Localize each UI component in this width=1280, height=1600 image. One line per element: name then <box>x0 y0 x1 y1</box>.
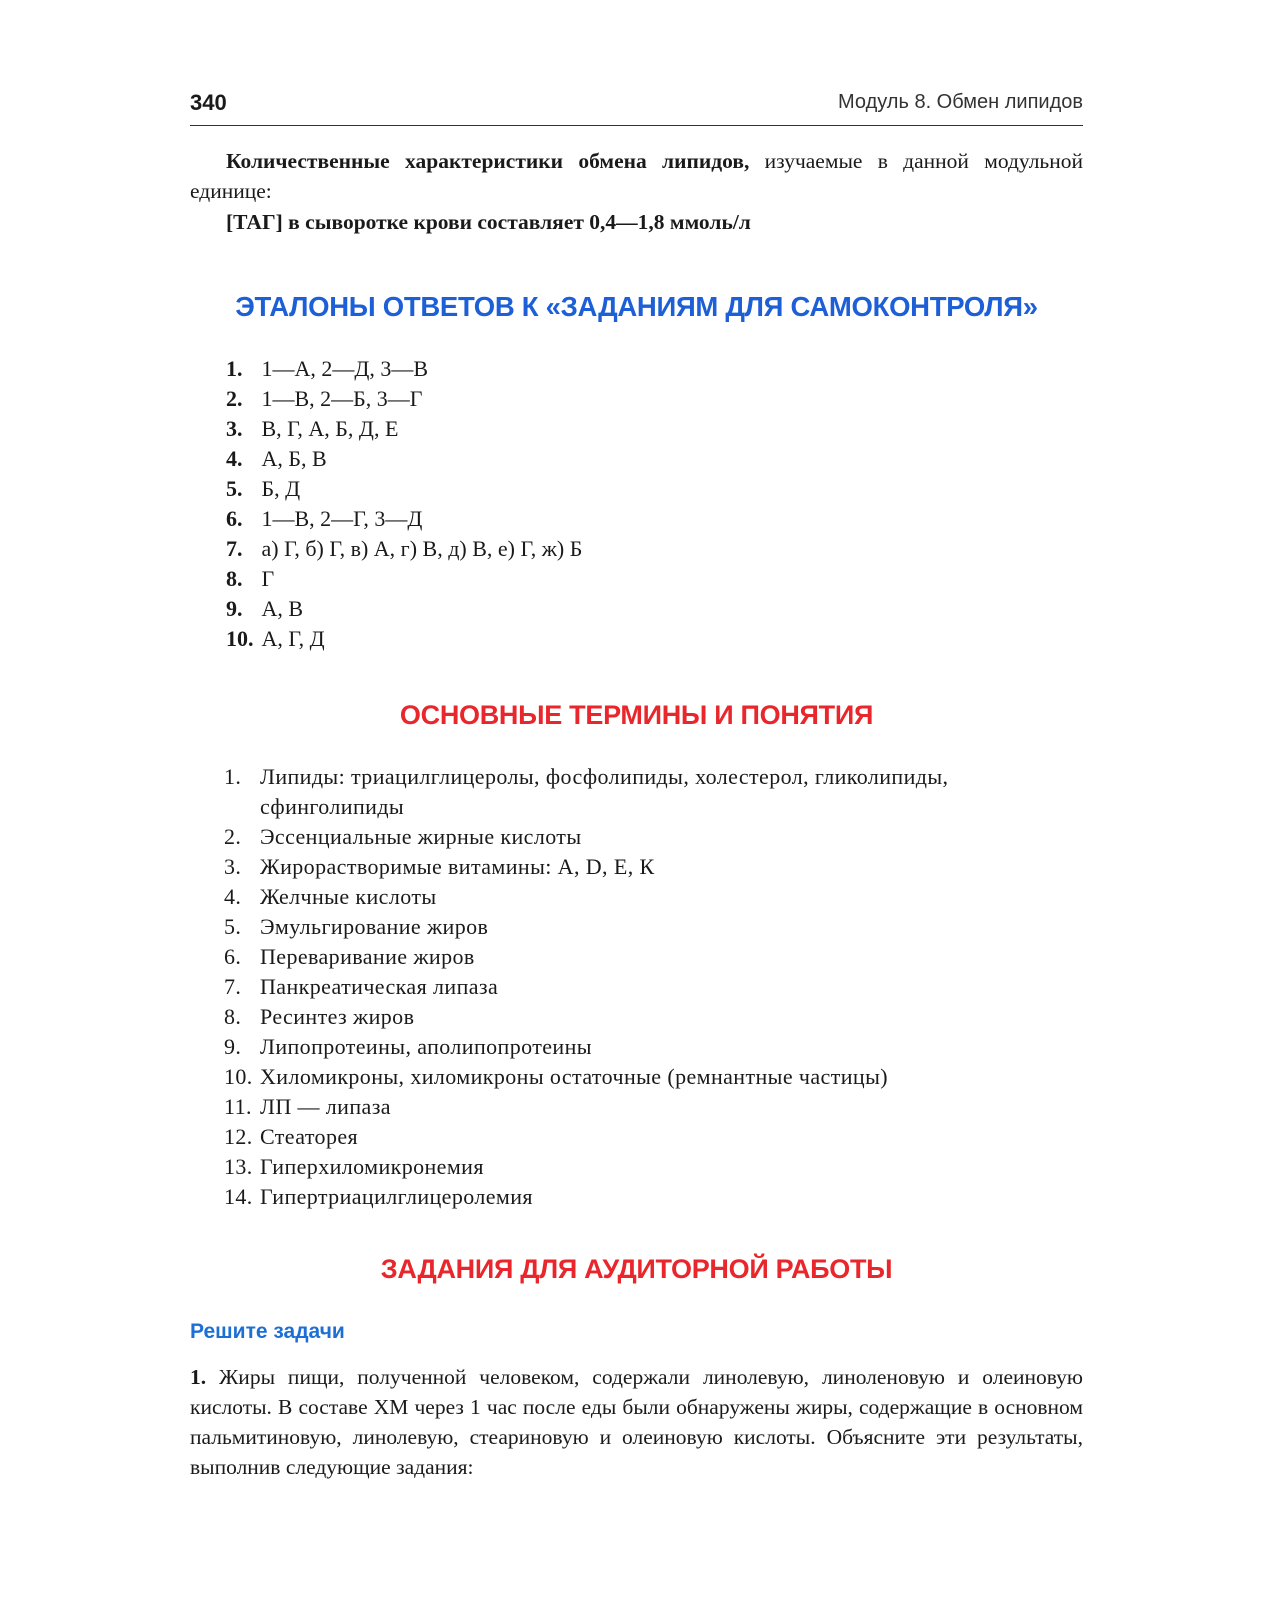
answer-item-text: 1—В, 2—Б, 3—Г <box>261 386 423 411</box>
term-item <box>224 822 1084 852</box>
auditory-heading: ЗАДАНИЯ ДЛЯ АУДИТОРНОЙ РАБОТЫ <box>380 1254 893 1284</box>
term-item-text: Липиды: триацилглицеролы, фосфолипиды, холестерол, гликолипиды, сфинголипиды <box>260 764 949 819</box>
answer-item-text: А, Г, Д <box>261 626 325 651</box>
solve-tasks-subheading: Решите задачи <box>190 1320 345 1343</box>
answer-item-number: 6. <box>226 506 243 531</box>
term-item <box>224 882 1084 912</box>
term-item-text: Хиломикроны, хиломикроны остаточные (ремнантные частицы) <box>260 1064 888 1089</box>
answer-item <box>226 624 582 654</box>
answer-item <box>226 474 582 504</box>
answer-item <box>226 354 582 384</box>
term-item-number: 14. <box>224 1184 253 1209</box>
term-item-text: Гиперхиломикронемия <box>260 1154 484 1179</box>
term-item-number: 10. <box>224 1064 253 1089</box>
answer-item-text: А, В <box>261 596 304 621</box>
term-item <box>224 1002 1084 1032</box>
term-item-number: 13. <box>224 1154 253 1179</box>
terms-list <box>224 762 1084 1212</box>
intro-bold-lead: Количественные характеристики обмена липидов, <box>226 149 750 173</box>
term-item-text: Липопротеины, аполипопротеины <box>260 1034 592 1059</box>
answers-list <box>226 354 582 654</box>
term-item-number: 1. <box>224 764 242 789</box>
term-item <box>224 972 1084 1002</box>
term-item-number: 5. <box>224 914 242 939</box>
answer-item-number: 8. <box>226 566 243 591</box>
answer-item-number: 3. <box>226 416 243 441</box>
header-rule <box>190 125 1083 126</box>
term-item <box>224 762 1084 822</box>
term-item-number: 7. <box>224 974 242 999</box>
term-item <box>224 1032 1084 1062</box>
answer-item-text: В, Г, А, Б, Д, Е <box>261 416 399 441</box>
answer-item-number: 10. <box>226 626 254 651</box>
answer-item-text: А, Б, В <box>261 446 327 471</box>
running-head: Модуль 8. Обмен липидов <box>838 91 1083 113</box>
intro-paragraph <box>190 146 1083 237</box>
answer-item-text: 1—В, 2—Г, 3—Д <box>261 506 423 531</box>
term-item-text: Эссенциальные жирные кислоты <box>260 824 582 849</box>
term-item-text: Гипертриацилглицеролемия <box>260 1184 533 1209</box>
page-number: 340 <box>190 90 227 115</box>
term-item-text: ЛП — липаза <box>260 1094 391 1119</box>
answer-item <box>226 444 582 474</box>
term-item-text: Переваривание жиров <box>260 944 475 969</box>
answer-item <box>226 414 582 444</box>
answer-item-number: 1. <box>226 356 243 381</box>
tag-norm-statement: [ТАГ] в сыворотке крови составляет 0,4—1,8 ммоль/л <box>226 210 751 234</box>
task-number: 1. <box>190 1365 207 1389</box>
term-item <box>224 1152 1084 1182</box>
answers-heading: ЭТАЛОНЫ ОТВЕТОВ К «ЗАДАНИЯМ ДЛЯ САМОКОНТРОЛЯ» <box>235 291 1038 322</box>
term-item-number: 3. <box>224 854 242 879</box>
term-item-text: Желчные кислоты <box>260 884 437 909</box>
answer-item <box>226 534 582 564</box>
answer-item-text: а) Г, б) Г, в) А, г) В, д) В, е) Г, ж) Б <box>261 536 583 561</box>
term-item-number: 4. <box>224 884 242 909</box>
answer-item-text: Б, Д <box>261 476 301 501</box>
answer-item-text: 1—А, 2—Д, 3—В <box>261 356 429 381</box>
answer-item-number: 9. <box>226 596 243 621</box>
term-item <box>224 942 1084 972</box>
term-item-number: 9. <box>224 1034 242 1059</box>
answer-item-number: 2. <box>226 386 243 411</box>
term-item-text: Панкреатическая липаза <box>260 974 499 999</box>
term-item-number: 8. <box>224 1004 242 1029</box>
term-item <box>224 1122 1084 1152</box>
answer-item <box>226 384 582 414</box>
page-header <box>190 86 1083 126</box>
term-item <box>224 1062 1084 1092</box>
term-item <box>224 912 1084 942</box>
term-item-text: Эмульгирование жиров <box>260 914 489 939</box>
answer-item <box>226 564 582 594</box>
term-item-number: 2. <box>224 824 242 849</box>
term-item <box>224 1182 1084 1212</box>
term-item-text: Стеаторея <box>260 1124 359 1149</box>
answer-item-number: 7. <box>226 536 243 561</box>
term-item-text: Жирорастворимые витамины: А, D, Е, К <box>260 854 655 879</box>
answer-item <box>226 594 582 624</box>
term-item-number: 12. <box>224 1124 253 1149</box>
answer-item <box>226 504 582 534</box>
task-text: Жиры пищи, полученной человеком, содержали линолевую, линоленовую и олеиновую кислоты. В составе ХМ через 1 час после еды были обнаружены жиры, содержащие в основном пальмитиновую, линолевую, стеариновую и олеиновую кислоты. Объясните эти результаты, выполнив следующие задания: <box>190 1365 1083 1479</box>
term-item <box>224 1092 1084 1122</box>
term-item <box>224 852 1084 882</box>
intro-text: изучаемые в данной модульной единице: <box>190 149 1083 203</box>
answer-item-text: Г <box>261 566 275 591</box>
term-item-text: Ресинтез жиров <box>260 1004 415 1029</box>
term-item-number: 6. <box>224 944 242 969</box>
terms-heading: ОСНОВНЫЕ ТЕРМИНЫ И ПОНЯТИЯ <box>399 700 874 730</box>
term-item-number: 11. <box>224 1094 252 1119</box>
task-paragraph <box>190 1362 1083 1482</box>
answer-item-number: 5. <box>226 476 243 501</box>
answer-item-number: 4. <box>226 446 243 471</box>
